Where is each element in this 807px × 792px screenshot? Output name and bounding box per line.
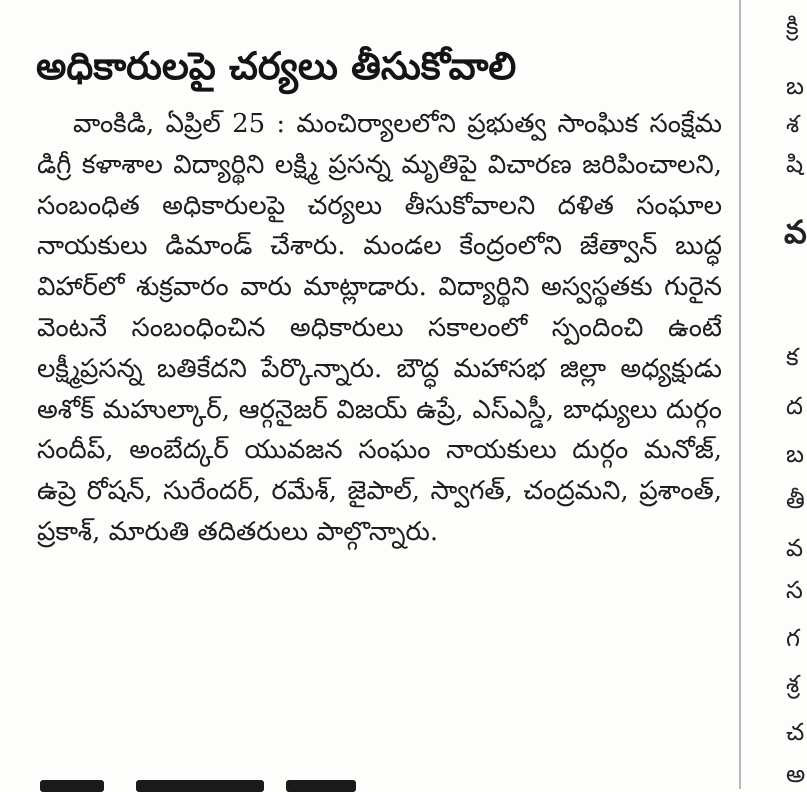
adjacent-column-fragment: శ xyxy=(786,110,800,138)
adjacent-column-fragment: ద xyxy=(786,392,803,420)
adjacent-column-fragment: చ xyxy=(786,718,805,746)
adjacent-column-fragment: శ్ర xyxy=(786,670,800,698)
adjacent-column-fragment: షి xyxy=(786,150,804,178)
adjacent-column-fragment: అ xyxy=(786,760,806,788)
article-headline: అధికారులపై చర్యలు తీసుకోవాలి xyxy=(36,44,517,88)
adjacent-column-fragment: క xyxy=(786,343,799,371)
adjacent-column-fragment: బ xyxy=(786,440,804,468)
cropped-heading-bottom xyxy=(36,776,366,789)
article-body: వాంకిడి, ఏప్రిల్ 25 : మంచిర్యాలలోని ప్రభుత్వ సాంఘిక సంక్షేమ డిగ్రీ కళాశాల విద్యార్థిని లక్ష్మి ప్రసన్న మృతిపై విచారణ జరిపించాలని, సంబంధిత అధికారులపై చర్యలు తీసుకోవాలని దళిత సంఘాల నాయకులు డిమాండ్ చేశారు. మండల కేంద్రంలోని జేత్వాన్ బుద్ధ విహార్‌లో శుక్రవారం వారు మాట్లాడారు. విద్యార్థిని అస్వస్థతకు గురైన వెంటనే సంబంధించిన అధికారులు సకాలంలో స్పందించి ఉంటే లక్ష్మీప్రసన్న బతికేదని పేర్కొన్నారు. బౌద్ధ మహాసభ జిల్లా అధ్యక్షుడు అశోక్ మహుల్కార్, ఆర్గనైజర్ విజయ్ ఉప్రే, ఎస్ఎస్డీ, బాధ్యులు దుర్గం సందీప్, అంబేద్కర్ యువజన సంఘం నాయకులు దుర్గం మనోజ్, ఉప్రె రోషన్, సురేందర్, రమేశ్, జైపాల్, స్వాగత్, చంద్రమని, ప్రశాంత్, ప్రకాశ్, మారుతి తదితరులు పాల్గొన్నారు. xyxy=(37,109,722,547)
cropped-text-top xyxy=(60,0,720,8)
adjacent-column-fragment: వ xyxy=(784,213,807,251)
adjacent-column-fragment: స xyxy=(786,576,803,604)
adjacent-column-fragment: వ xyxy=(786,534,804,562)
adjacent-column xyxy=(760,0,807,789)
adjacent-column-fragment: గ xyxy=(786,624,800,652)
adjacent-column-fragment: బ xyxy=(786,72,804,100)
column-divider xyxy=(739,0,741,789)
adjacent-column-fragment: తీ xyxy=(786,486,805,514)
adjacent-column-fragment: క్రి xyxy=(786,12,799,40)
